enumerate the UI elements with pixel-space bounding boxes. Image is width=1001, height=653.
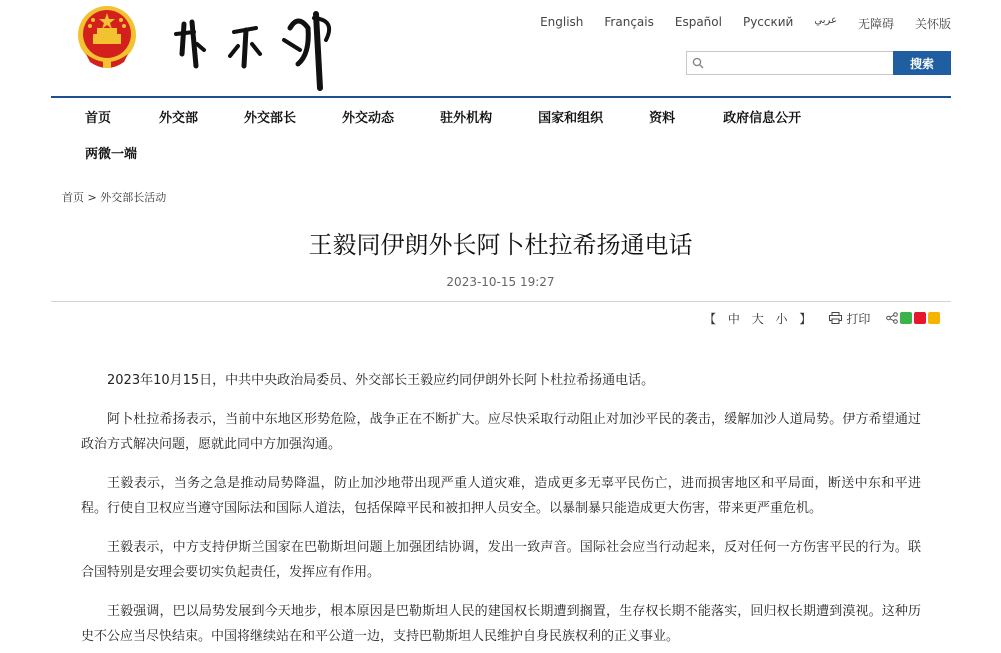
article-body xyxy=(81,368,921,653)
qzone-icon[interactable] xyxy=(928,312,940,324)
font-size-bracket-close: 】 xyxy=(799,311,812,326)
article-paragraph: 王毅表示，中方支持伊斯兰国家在巴勒斯坦问题上加强团结协调，发出一致声音。国际社会应当行动起来，反对任何一方伤害平民的行为。联合国特别是安理会要切实负起责任，发挥应有作用。 xyxy=(81,540,921,580)
share-icon[interactable] xyxy=(886,312,898,324)
search-icon xyxy=(692,57,704,69)
search-button[interactable]: 搜索 xyxy=(893,51,951,75)
nav-item-missions-abroad[interactable]: 驻外机构 xyxy=(440,110,493,126)
nav-row-1 xyxy=(51,98,951,134)
font-size-small-button[interactable]: 小 xyxy=(775,311,788,326)
breadcrumb-section[interactable]: 外交部长活动 xyxy=(100,191,167,204)
nav-item-countries-orgs[interactable]: 国家和组织 xyxy=(538,110,604,126)
share-group xyxy=(886,312,940,324)
article-paragraph: 王毅强调，巴以局势发展到今天地步，根本原因是巴勒斯坦人民的建国权长期遭到搁置，生存权长期不能落实，回归权长期遭到漠视。这种历史不公应当尽快结束。中国将继续站在和平公道一边，支持巴勒斯坦人民维护自身民族权利的正义事业。 xyxy=(81,604,921,644)
lang-english[interactable]: English xyxy=(540,15,584,29)
print-label: 打印 xyxy=(846,311,871,326)
nav-item-home[interactable]: 首页 xyxy=(85,110,112,126)
breadcrumb xyxy=(62,189,166,205)
care-mode-link[interactable]: 关怀版 xyxy=(914,17,951,31)
font-size-controls xyxy=(700,310,815,327)
nav-row-2 xyxy=(51,134,951,170)
search-box xyxy=(686,51,893,75)
breadcrumb-home[interactable]: 首页 xyxy=(62,191,84,204)
nav-item-resources[interactable]: 资料 xyxy=(649,110,676,126)
accessibility-link[interactable]: 无障碍 xyxy=(857,17,894,31)
main-nav xyxy=(51,98,951,170)
article-title: 王毅同伊朗外长阿卜杜拉希扬通电话 xyxy=(308,231,693,259)
title-divider xyxy=(51,301,951,302)
article-paragraph: 王毅表示，当务之急是推动局势降温，防止加沙地带出现严重人道灾难，造成更多无辜平民伤亡，进而损害地区和平局面，断送中东和平进程。行使自卫权应当遵守国际法和国际人道法，包括保障平民和被扣押人员安全。以暴制暴只能造成更大伤害，带来更严重危机。 xyxy=(81,476,921,516)
language-bar xyxy=(519,15,951,32)
search-input[interactable] xyxy=(687,52,893,74)
nav-item-minister[interactable]: 外交部长 xyxy=(244,110,297,126)
font-size-large-button[interactable]: 大 xyxy=(751,311,764,326)
weibo-icon[interactable] xyxy=(914,312,926,324)
font-size-medium-button[interactable]: 中 xyxy=(727,311,740,326)
lang-spanish[interactable]: Español xyxy=(674,15,722,29)
lang-arabic[interactable]: عربي xyxy=(814,15,837,26)
article-toolbar xyxy=(700,310,940,326)
lang-french[interactable]: Français xyxy=(604,15,654,29)
article-paragraph: 阿卜杜拉希扬表示，当前中东地区形势危险，战争正在不断扩大。应尽快采取行动阻止对加沙平民的袭击，缓解加沙人道局势。伊方希望通过政治方式解决问题，愿就此同中方加强沟通。 xyxy=(81,412,921,452)
printer-icon xyxy=(829,312,842,324)
site-header xyxy=(0,0,1001,96)
font-size-bracket-open: 【 xyxy=(704,311,717,326)
print-button[interactable] xyxy=(829,310,870,327)
search-bar xyxy=(686,51,951,75)
nav-item-diplomatic-news[interactable]: 外交动态 xyxy=(342,110,395,126)
nav-item-gov-info[interactable]: 政府信息公开 xyxy=(723,110,802,126)
breadcrumb-separator: > xyxy=(87,191,97,204)
nav-item-social-media[interactable]: 两微一端 xyxy=(85,146,138,162)
lang-russian[interactable]: Русский xyxy=(742,15,794,29)
wechat-icon[interactable] xyxy=(900,312,912,324)
site-logo-calligraphy[interactable] xyxy=(170,4,345,92)
article-paragraph: 2023年10月15日，中共中央政治局委员、外交部长王毅应约同伊朗外长阿卜杜拉希扬通电话。 xyxy=(107,373,655,388)
article-date: 2023-10-15 19:27 xyxy=(446,275,555,289)
national-emblem-icon[interactable] xyxy=(76,4,138,70)
nav-item-ministry[interactable]: 外交部 xyxy=(159,110,199,126)
